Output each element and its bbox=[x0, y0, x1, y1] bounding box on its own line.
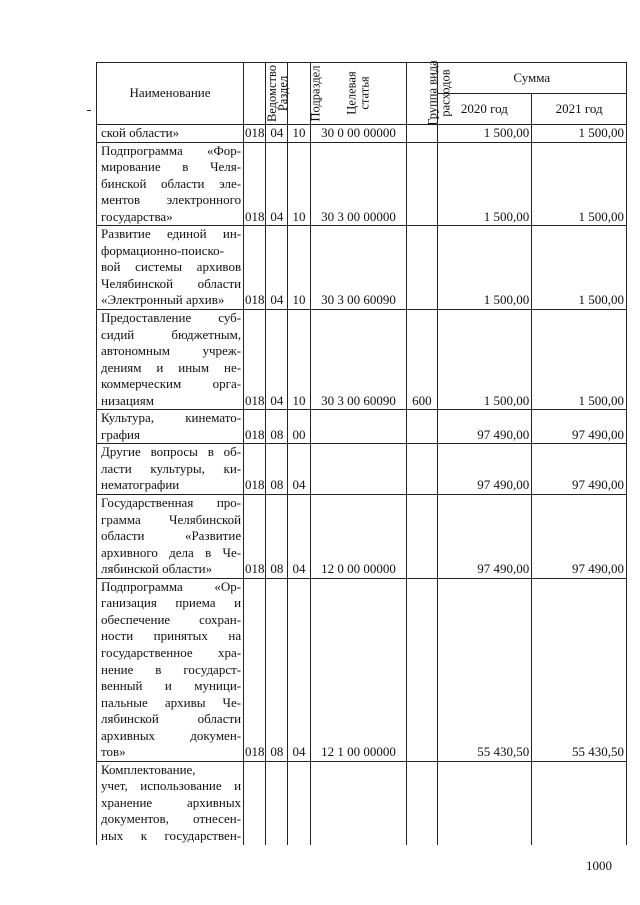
header-row-top bbox=[97, 63, 627, 94]
row-name-line: нение в государст- bbox=[101, 661, 242, 677]
row-vedomstvo-cell: 018 bbox=[244, 142, 266, 226]
row-name-line: венный и муници- bbox=[101, 678, 242, 694]
row-name-line: Челябинской области bbox=[101, 275, 242, 291]
row-razdel-cell: 04 bbox=[266, 310, 288, 410]
row-sum-2021-cell: 55 430,50 bbox=[532, 578, 627, 761]
row-name-line: автономным учреж- bbox=[101, 343, 242, 359]
header-year-2020: 2020 год bbox=[437, 94, 532, 125]
row-name-line: ментов электронного bbox=[101, 192, 242, 208]
row-name-line: графия bbox=[101, 426, 140, 442]
row-name-line: архивных докумен- bbox=[101, 727, 242, 743]
row-name-line: нематографии bbox=[101, 477, 180, 493]
header-name: Наименование bbox=[97, 63, 244, 125]
table-row bbox=[97, 125, 627, 143]
row-name-line: Подпрограмма «Фор- bbox=[101, 142, 242, 158]
row-vedomstvo-cell bbox=[244, 761, 266, 844]
row-razdel-cell: 08 bbox=[266, 444, 288, 495]
row-name-line: тов» bbox=[101, 744, 126, 760]
row-podrazdel-cell: 04 bbox=[288, 444, 310, 495]
row-sum-2020-cell: 1 500,00 bbox=[437, 226, 532, 310]
table-row bbox=[97, 142, 627, 226]
header-razdel-label: Раздел bbox=[276, 76, 291, 112]
row-name-line: бинской области эле- bbox=[101, 175, 242, 191]
row-name-line: сидий бюджетным, bbox=[101, 326, 242, 342]
row-name-line: коммерческим орга- bbox=[101, 376, 242, 392]
row-name-cell bbox=[97, 410, 244, 444]
budget-table bbox=[96, 62, 627, 845]
row-sum-2020-cell: 55 430,50 bbox=[437, 578, 532, 761]
row-name-line: архивного дела в Че- bbox=[101, 544, 242, 560]
header-gruppa bbox=[407, 60, 453, 126]
row-name-line: Предоставление суб- bbox=[101, 310, 242, 326]
row-celevaya-cell bbox=[310, 410, 407, 444]
row-name-line: Подпрограмма «Ор- bbox=[101, 578, 242, 594]
row-name-line: ласти культуры, ки- bbox=[101, 460, 242, 476]
row-sum-2021-cell bbox=[532, 761, 627, 844]
row-razdel-cell: 04 bbox=[266, 142, 288, 226]
row-sum-2021-cell: 97 490,00 bbox=[532, 410, 627, 444]
row-podrazdel-cell bbox=[288, 761, 310, 844]
page-number: 1000 bbox=[586, 858, 612, 873]
row-name-line: хранение архивных bbox=[101, 794, 242, 810]
row-gruppa-cell bbox=[407, 761, 437, 844]
row-gruppa-cell bbox=[407, 410, 437, 444]
row-gruppa-cell bbox=[407, 125, 437, 143]
row-sum-2021-cell: 1 500,00 bbox=[532, 125, 627, 143]
table-row bbox=[97, 495, 627, 579]
row-sum-2020-cell bbox=[437, 761, 532, 844]
row-razdel-cell: 08 bbox=[266, 495, 288, 579]
row-sum-2020-cell: 1 500,00 bbox=[437, 310, 532, 410]
row-celevaya-cell: 30 3 00 00000 bbox=[310, 142, 407, 226]
row-name-line: обеспечение сохран- bbox=[101, 611, 242, 627]
row-name-line: дениям и иным не- bbox=[101, 359, 242, 375]
row-podrazdel-cell: 10 bbox=[288, 310, 310, 410]
row-name-cell bbox=[97, 125, 244, 143]
row-celevaya-cell: 12 1 00 00000 bbox=[310, 578, 407, 761]
row-podrazdel-cell: 04 bbox=[288, 578, 310, 761]
header-vedomstvo bbox=[244, 63, 280, 125]
row-gruppa-cell bbox=[407, 142, 437, 226]
row-name-line: мирование в Челя- bbox=[101, 159, 242, 175]
row-name-line: области «Развитие bbox=[101, 528, 242, 544]
row-sum-2021-cell: 1 500,00 bbox=[532, 310, 627, 410]
row-sum-2020-cell: 1 500,00 bbox=[437, 142, 532, 226]
row-vedomstvo-cell: 018 bbox=[244, 495, 266, 579]
table-row bbox=[97, 444, 627, 495]
row-name-line: документов, отнесен- bbox=[101, 811, 242, 827]
row-razdel-cell: 04 bbox=[266, 226, 288, 310]
row-name-cell bbox=[97, 578, 244, 761]
row-name-cell bbox=[97, 444, 244, 495]
row-sum-2020-cell: 97 490,00 bbox=[437, 410, 532, 444]
row-name-line: вой системы архивов bbox=[101, 259, 242, 275]
row-vedomstvo-cell: 018 bbox=[244, 444, 266, 495]
table-row bbox=[97, 310, 627, 410]
row-podrazdel-cell: 10 bbox=[288, 125, 310, 143]
row-celevaya-cell: 30 3 00 60090 bbox=[310, 226, 407, 310]
table-row bbox=[97, 761, 627, 844]
header-celevaya-label: Целевая статья bbox=[344, 71, 372, 115]
row-podrazdel-cell: 10 bbox=[288, 226, 310, 310]
row-vedomstvo-cell: 018 bbox=[244, 226, 266, 310]
row-sum-2021-cell: 1 500,00 bbox=[532, 226, 627, 310]
row-name-line: пальные архивы Че- bbox=[101, 694, 242, 710]
header-celevaya bbox=[310, 63, 407, 125]
header-vedomstvo-label: Ведомство bbox=[265, 65, 280, 123]
row-celevaya-cell bbox=[310, 444, 407, 495]
row-podrazdel-cell: 00 bbox=[288, 410, 310, 444]
row-name-line: учет, использование и bbox=[101, 778, 242, 794]
row-name-line: ганизация приема и bbox=[101, 595, 242, 611]
row-sum-2020-cell: 1 500,00 bbox=[437, 125, 532, 143]
row-razdel-cell: 08 bbox=[266, 578, 288, 761]
table-body bbox=[97, 125, 627, 845]
row-name-line: государственное хра- bbox=[101, 644, 242, 660]
row-vedomstvo-cell: 018 bbox=[244, 310, 266, 410]
header-podrazdel-label: Подраздел bbox=[308, 65, 323, 122]
row-gruppa-cell bbox=[407, 578, 437, 761]
row-celevaya-cell: 12 0 00 00000 bbox=[310, 495, 407, 579]
row-name-line: ской области» bbox=[101, 125, 180, 140]
row-name-line: государства» bbox=[101, 208, 173, 224]
row-podrazdel-cell: 04 bbox=[288, 495, 310, 579]
row-name-line: ных к государствен- bbox=[101, 827, 242, 843]
row-name-line: Культура, кинемато- bbox=[101, 410, 242, 426]
row-name-cell bbox=[97, 495, 244, 579]
header-year-2021: 2021 год bbox=[532, 94, 627, 125]
row-name-line: Комплектование, bbox=[101, 761, 196, 777]
row-name-cell bbox=[97, 761, 244, 844]
row-gruppa-cell bbox=[407, 226, 437, 310]
row-name-line: Государственная про- bbox=[101, 495, 242, 511]
row-razdel-cell bbox=[266, 761, 288, 844]
table-row bbox=[97, 410, 627, 444]
header-gruppa-label: Группа вида расходов bbox=[425, 60, 453, 126]
row-name-line: формационно-поиско- bbox=[101, 242, 224, 258]
row-sum-2021-cell: 97 490,00 bbox=[532, 495, 627, 579]
margin-mark bbox=[87, 110, 91, 111]
row-name-cell bbox=[97, 142, 244, 226]
row-podrazdel-cell: 10 bbox=[288, 142, 310, 226]
header-podrazdel bbox=[288, 63, 323, 125]
row-name-line: лябинской области bbox=[101, 711, 242, 727]
row-sum-2021-cell: 1 500,00 bbox=[532, 142, 627, 226]
row-celevaya-cell: 30 3 00 60090 bbox=[310, 310, 407, 410]
row-razdel-cell: 04 bbox=[266, 125, 288, 143]
row-vedomstvo-cell: 018 bbox=[244, 125, 266, 143]
table-row bbox=[97, 578, 627, 761]
row-sum-2020-cell: 97 490,00 bbox=[437, 495, 532, 579]
table-row bbox=[97, 226, 627, 310]
row-name-cell bbox=[97, 226, 244, 310]
header-summa: Сумма bbox=[437, 63, 626, 94]
row-gruppa-cell bbox=[407, 495, 437, 579]
row-name-line: ности принятых на bbox=[101, 628, 242, 644]
row-name-line: Другие вопросы в об- bbox=[101, 444, 242, 460]
row-name-line: лябинской области» bbox=[101, 561, 213, 577]
row-gruppa-cell: 600 bbox=[407, 310, 437, 410]
row-name-line: «Электронный архив» bbox=[101, 292, 225, 308]
row-name-line: низациям bbox=[101, 392, 154, 408]
row-name-cell bbox=[97, 310, 244, 410]
row-celevaya-cell bbox=[310, 761, 407, 844]
row-vedomstvo-cell: 018 bbox=[244, 578, 266, 761]
row-gruppa-cell bbox=[407, 444, 437, 495]
row-vedomstvo-cell: 018 bbox=[244, 410, 266, 444]
row-name-line: Развитие единой ин- bbox=[101, 226, 242, 242]
row-sum-2020-cell: 97 490,00 bbox=[437, 444, 532, 495]
row-name-line: грамма Челябинской bbox=[101, 511, 242, 527]
row-sum-2021-cell: 97 490,00 bbox=[532, 444, 627, 495]
row-razdel-cell: 08 bbox=[266, 410, 288, 444]
row-celevaya-cell: 30 0 00 00000 bbox=[310, 125, 407, 143]
